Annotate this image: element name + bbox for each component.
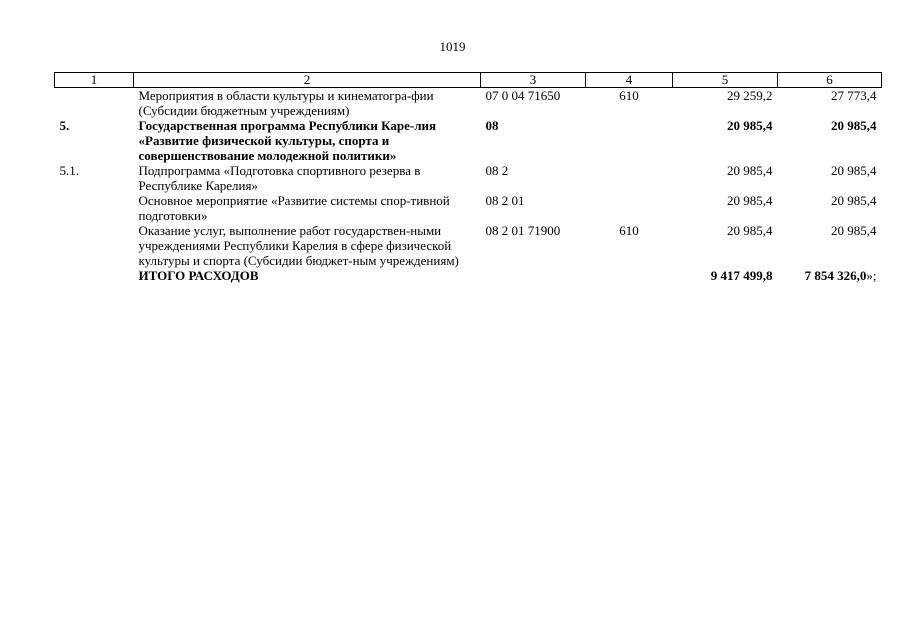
row-code: 07 0 04 71650: [485, 88, 561, 103]
page-number: 1019: [439, 39, 466, 54]
row-code: 08 2: [485, 163, 509, 178]
table-row: [55, 163, 882, 193]
row-expense-type: 610: [619, 88, 639, 103]
row-value-year-1: 20 985,4: [727, 193, 773, 208]
row-name: Подпрограмма «Подготовка спортивного резерва в Республике Карелия»: [138, 163, 421, 193]
table-row: [55, 88, 882, 119]
row-expense-type: [586, 193, 673, 223]
column-header: 2: [134, 73, 481, 88]
budget-table: [54, 72, 882, 283]
row-name: Основное мероприятие «Развитие системы спор-тивной подготовки»: [138, 193, 450, 223]
row-number: [55, 88, 134, 119]
row-value-year-1: 20 985,4: [727, 223, 773, 238]
row-number: 5.: [59, 118, 70, 133]
column-header: 5: [673, 73, 778, 88]
row-value-year-2: 27 773,4: [831, 88, 877, 103]
row-code: 08 2 01 71900: [485, 223, 561, 238]
column-header: 3: [481, 73, 586, 88]
row-code: 08: [485, 118, 499, 133]
column-header: 1: [55, 73, 134, 88]
row-value-year-2: 20 985,4: [831, 118, 877, 133]
row-value-year-2: 20 985,4: [831, 223, 877, 238]
row-value-year-1: 20 985,4: [727, 118, 773, 133]
row-code: 08 2 01: [485, 193, 525, 208]
row-value-year-2: 20 985,4: [831, 193, 877, 208]
row-expense-type: [586, 163, 673, 193]
row-expense-type: [586, 118, 673, 163]
total-value-year-2: [778, 268, 882, 283]
table-row: [55, 118, 882, 163]
row-number: 5.1.: [59, 163, 79, 178]
table-row: [55, 223, 882, 268]
total-label: ИТОГО РАСХОДОВ: [138, 268, 259, 283]
row-name: Государственная программа Республики Каре-лия «Развитие физической культуры, спорта и совершенствование молодежной политики»: [138, 118, 437, 163]
row-name: Оказание услуг, выполнение работ государствен-ными учреждениями Республики Карелия в сфере физической культуры и спорта (Субсидии бюджет-ным учреждениям): [138, 223, 459, 268]
row-expense-type: 610: [619, 223, 639, 238]
table-row: [55, 193, 882, 223]
row-value-year-1: 20 985,4: [727, 163, 773, 178]
row-number: [55, 193, 134, 223]
row-name: Мероприятия в области культуры и кинематогра-фии (Субсидии бюджетным учреждениям): [138, 88, 434, 118]
column-header: 4: [586, 73, 673, 88]
row-value-year-1: 29 259,2: [727, 88, 773, 103]
closing-quote: »;: [866, 268, 877, 283]
column-header: 6: [778, 73, 882, 88]
row-number: [55, 223, 134, 268]
table-header-row: [55, 73, 882, 88]
total-value-year-2-number: 7 854 326,0: [804, 268, 867, 283]
total-value-year-1: 9 417 499,8: [710, 268, 773, 283]
row-value-year-2: 20 985,4: [831, 163, 877, 178]
total-row: [55, 268, 882, 283]
